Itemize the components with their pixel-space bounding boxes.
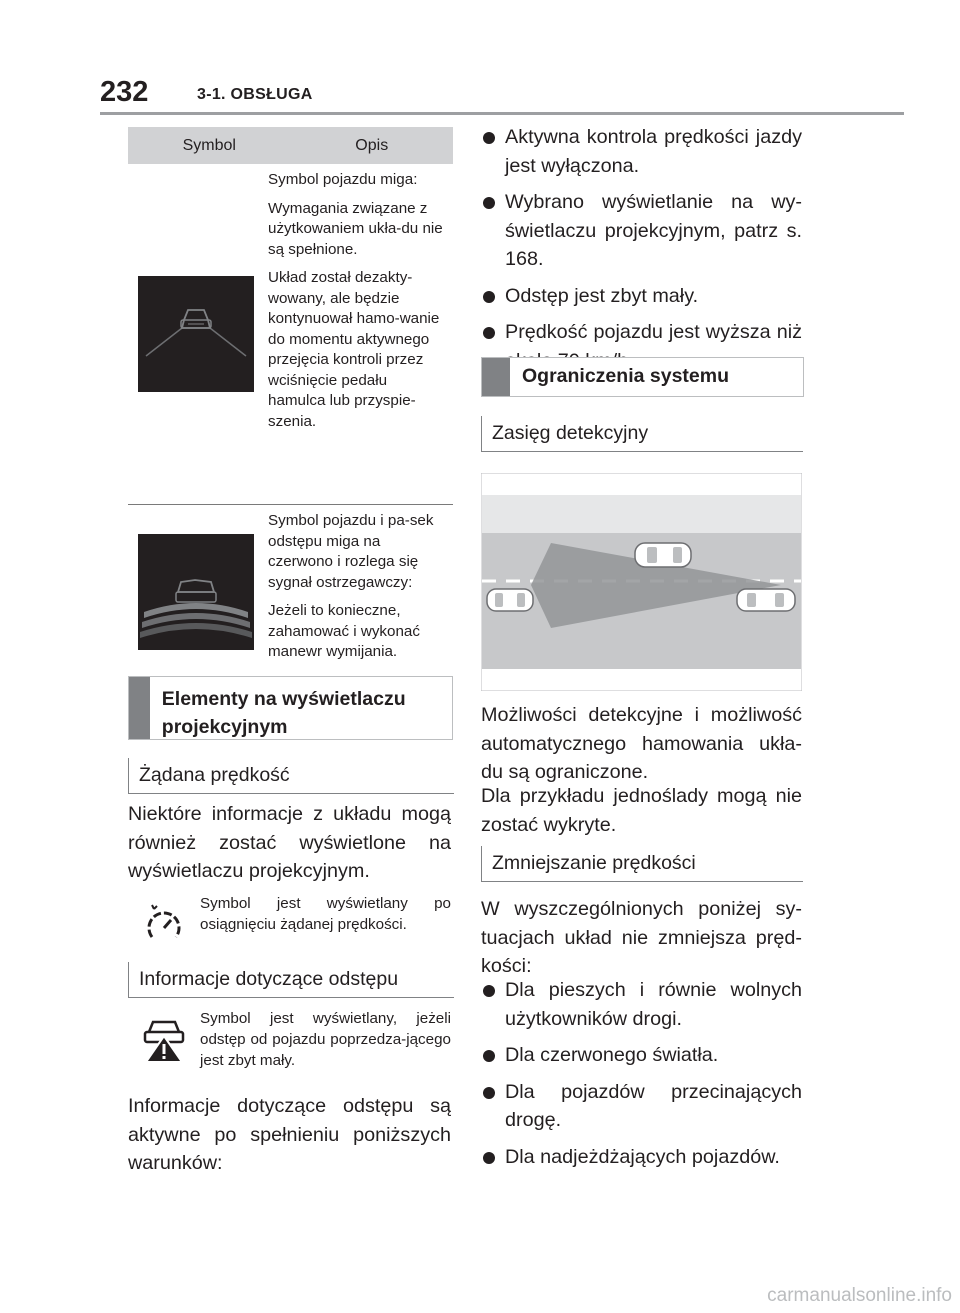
vehicle-warning-icon: [139, 1014, 189, 1064]
bullet-icon: [481, 123, 505, 180]
section-heading-limits: [481, 357, 804, 397]
paragraph: Dla przykładu jednoślady mogą nie zostać wykryte.: [481, 785, 802, 836]
bullet-icon: [481, 1078, 505, 1135]
list-item: [481, 123, 802, 180]
section-title: Elementy na wyświetlaczu projekcyjnym: [161, 688, 406, 738]
list-item: [481, 1143, 802, 1172]
list-item-text: Wybrano wyświetlanie na wy-świetlaczu projekcyjnym, patrz s. 168.: [505, 191, 802, 270]
list-item: [481, 1041, 802, 1070]
vehicle-left-icon: [487, 589, 533, 611]
icon-cell: [128, 893, 200, 943]
vehicle-distance-bar-icon: [138, 534, 254, 650]
section-heading-hud: [128, 676, 453, 740]
detection-range-image: [481, 473, 802, 691]
paragraph: W wyszczególnionych poniżej sy-tuacjach układ nie zmniejsza pręd-kości:: [481, 898, 802, 977]
subheading-desired-speed: Żądana prędkość: [128, 758, 454, 794]
desc-text: Symbol pojazdu i pa-sek odstępu miga na czerwono i rozlega się sygnał ostrzegawczy:: [268, 512, 434, 591]
speed-symbol-text: Symbol jest wyświetlany po osiągnięciu żądanej prędkości.: [200, 895, 451, 933]
list-item-text: Dla pieszych i równie wolnych użytkowników drogi.: [505, 979, 802, 1030]
list-item: [481, 1078, 802, 1135]
list-item-text: Odstęp jest zbyt mały.: [505, 284, 699, 307]
col-description: Opis: [355, 136, 389, 154]
icon-cell: [128, 1008, 200, 1064]
paragraph: Niektóre informacje z układu mogą również zostać wyświetlone na wyświetlaczu projekcyjnym.: [128, 803, 451, 882]
bullet-icon: [481, 1041, 505, 1070]
exceptions-list: [481, 976, 802, 1171]
table-row: [128, 164, 453, 505]
description-cell: [264, 164, 453, 504]
bullet-icon: [481, 282, 505, 311]
symbol-table: [128, 127, 453, 680]
distance-symbol-text: Symbol jest wyświetlany, jeżeli odstęp od pojazdu poprzedza-jącego jest zbyt mały.: [200, 1010, 451, 1069]
col-symbol: Symbol: [182, 136, 236, 154]
list-item-text: Dla czerwonego światła.: [505, 1044, 719, 1066]
page-number: 232: [100, 76, 149, 108]
desc-text: Układ został dezakty-wowany, ale będzie kontynuował hamo-wanie do momentu aktywnego przejęcia kontroli przez wciśnięcie pedału hamulca lub przyspie-szenia.: [268, 269, 440, 430]
list-item: [481, 976, 802, 1033]
paragraph: Możliwości detekcyjne i możliwość automatycznego hamowania ukła-du są ograniczone.: [481, 704, 802, 783]
desc-text: Jeżeli to konieczne, zahamować i wykonać manewr wymijania.: [268, 602, 420, 660]
bullet-icon: [481, 188, 505, 274]
list-item: [481, 282, 802, 311]
distance-symbol-row: [128, 1008, 451, 1071]
header-rule: [100, 112, 904, 115]
symbol-cell: [128, 505, 264, 679]
subheading-detection-range: Zasięg detekcyjny: [481, 416, 803, 452]
desc-text: Wymagania związane z użytkowaniem ukła-du nie są spełnione.: [268, 199, 443, 258]
conditions-list: [481, 123, 802, 375]
table-row: [128, 505, 453, 680]
table-header: [128, 127, 453, 164]
subheading-distance-info: Informacje dotyczące odstępu: [128, 962, 454, 998]
detection-range-illustration: [481, 473, 802, 691]
subheading-speed-reduction: Zmniejszanie prędkości: [481, 846, 803, 882]
heading-bar: [129, 677, 150, 739]
list-item-text: Prędkość pojazdu jest wyższa niż: [505, 321, 802, 343]
vehicle-flashing-icon: [138, 276, 254, 392]
chapter-title: 3-1. OBSŁUGA: [197, 86, 313, 103]
bullet-icon: [481, 1143, 505, 1172]
heading-bar: [482, 358, 510, 396]
section-title: Ograniczenia systemu: [522, 365, 729, 387]
watermark: carmanualsonline.info: [767, 1285, 952, 1306]
speed-symbol-row: [128, 893, 451, 943]
speedometer-icon: [146, 899, 182, 943]
vehicle-front-icon: [635, 543, 691, 567]
list-item-text: Aktywna kontrola prędkości jazdy jest wyłączona.: [505, 126, 802, 177]
description-cell: [264, 505, 453, 679]
paragraph: Informacje dotyczące odstępu są aktywne po spełnieniu poniższych warunków:: [128, 1095, 451, 1174]
list-item: [481, 188, 802, 274]
desc-text: Symbol pojazdu miga:: [268, 171, 418, 188]
list-item-text: Dla nadjeżdżających pojazdów.: [505, 1145, 780, 1168]
list-item-text: Dla pojazdów przecinających drogę.: [505, 1080, 802, 1131]
vehicle-own-icon: [737, 589, 795, 611]
symbol-cell: [128, 164, 264, 504]
bullet-icon: [481, 976, 505, 1033]
